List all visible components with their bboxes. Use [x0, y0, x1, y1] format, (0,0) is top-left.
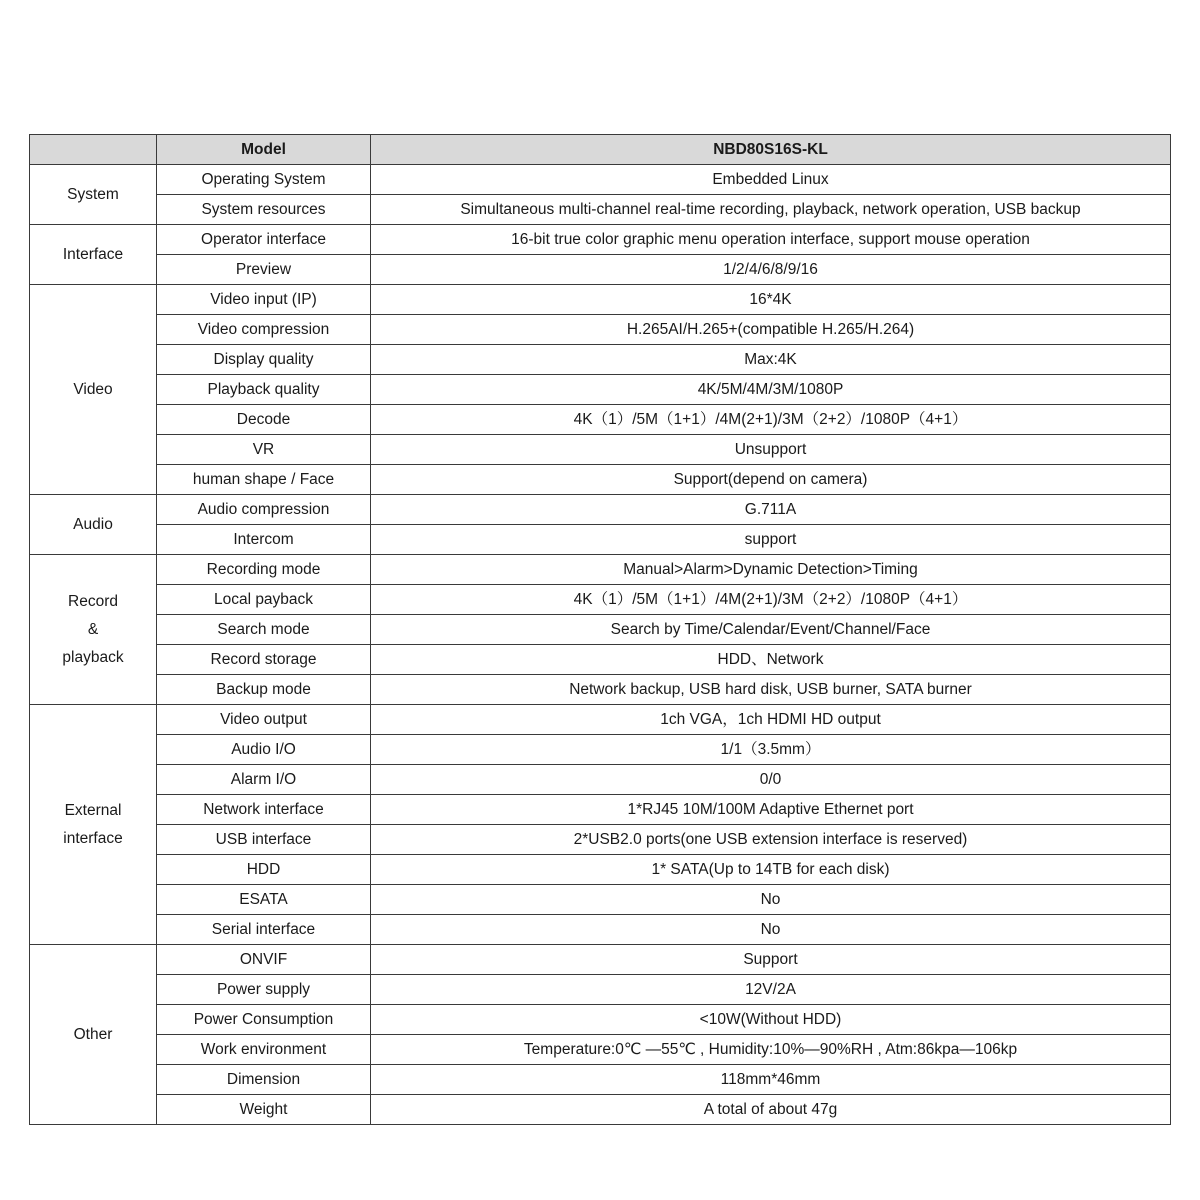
spec-value-cell: support — [371, 525, 1171, 555]
table-row — [30, 615, 1171, 645]
spec-label-cell: Work environment — [157, 1035, 371, 1065]
group-label-cell: Audio — [30, 495, 157, 555]
spec-value-cell: 118mm*46mm — [371, 1065, 1171, 1095]
group-label-cell: Other — [30, 945, 157, 1125]
spec-value-cell: Unsupport — [371, 435, 1171, 465]
table-row — [30, 1005, 1171, 1035]
group-label-cell: Interface — [30, 225, 157, 285]
spec-label-cell: Decode — [157, 405, 371, 435]
table-row — [30, 915, 1171, 945]
table-row — [30, 705, 1171, 735]
spec-value-cell: Simultaneous multi-channel real-time recording, playback, network operation, USB backup — [371, 195, 1171, 225]
table-row — [30, 525, 1171, 555]
spec-value-cell: 1* SATA(Up to 14TB for each disk) — [371, 855, 1171, 885]
table-row — [30, 405, 1171, 435]
table-row — [30, 465, 1171, 495]
spec-label-cell: HDD — [157, 855, 371, 885]
group-label-cell: External interface — [30, 705, 157, 945]
table-row — [30, 1035, 1171, 1065]
spec-value-cell: 0/0 — [371, 765, 1171, 795]
spec-value-cell: 1*RJ45 10M/100M Adaptive Ethernet port — [371, 795, 1171, 825]
spec-value-cell: G.711A — [371, 495, 1171, 525]
table-row — [30, 495, 1171, 525]
spec-label-cell: Video compression — [157, 315, 371, 345]
spec-value-cell: No — [371, 915, 1171, 945]
table-row — [30, 165, 1171, 195]
spec-value-cell: Embedded Linux — [371, 165, 1171, 195]
table-row — [30, 945, 1171, 975]
table-row — [30, 555, 1171, 585]
spec-value-cell: Search by Time/Calendar/Event/Channel/Face — [371, 615, 1171, 645]
spec-value-cell: 4K（1）/5M（1+1）/4M(2+1)/3M（2+2）/1080P（4+1） — [371, 585, 1171, 615]
table-row — [30, 675, 1171, 705]
spec-label-cell: Network interface — [157, 795, 371, 825]
table-row — [30, 375, 1171, 405]
spec-value-cell: 12V/2A — [371, 975, 1171, 1005]
spec-value-cell: 4K/5M/4M/3M/1080P — [371, 375, 1171, 405]
table-row — [30, 1065, 1171, 1095]
spec-value-cell: Network backup, USB hard disk, USB burner, SATA burner — [371, 675, 1171, 705]
spec-table-body — [30, 135, 1171, 1125]
spec-label-cell: Preview — [157, 255, 371, 285]
spec-label-cell: Power supply — [157, 975, 371, 1005]
group-label-cell: System — [30, 165, 157, 225]
header-label-cell: Model — [157, 135, 371, 165]
spec-label-cell: Operator interface — [157, 225, 371, 255]
table-row — [30, 885, 1171, 915]
spec-value-cell: 16*4K — [371, 285, 1171, 315]
spec-label-cell: Intercom — [157, 525, 371, 555]
spec-value-cell: 1ch VGA，1ch HDMI HD output — [371, 705, 1171, 735]
spec-label-cell: ONVIF — [157, 945, 371, 975]
spec-label-cell: Backup mode — [157, 675, 371, 705]
spec-label-cell: Audio I/O — [157, 735, 371, 765]
spec-value-cell: Max:4K — [371, 345, 1171, 375]
table-row — [30, 225, 1171, 255]
spec-label-cell: Record storage — [157, 645, 371, 675]
spec-label-cell: Operating System — [157, 165, 371, 195]
spec-value-cell: <10W(Without HDD) — [371, 1005, 1171, 1035]
spec-value-cell: 4K（1）/5M（1+1）/4M(2+1)/3M（2+2）/1080P（4+1） — [371, 405, 1171, 435]
spec-value-cell: H.265AI/H.265+(compatible H.265/H.264) — [371, 315, 1171, 345]
table-row — [30, 825, 1171, 855]
table-row — [30, 195, 1171, 225]
spec-label-cell: Alarm I/O — [157, 765, 371, 795]
spec-label-cell: Playback quality — [157, 375, 371, 405]
header-group-cell — [30, 135, 157, 165]
spec-value-cell: HDD、Network — [371, 645, 1171, 675]
table-row — [30, 645, 1171, 675]
spec-label-cell: Audio compression — [157, 495, 371, 525]
spec-label-cell: Video input (IP) — [157, 285, 371, 315]
spec-label-cell: Display quality — [157, 345, 371, 375]
spec-value-cell: 1/2/4/6/8/9/16 — [371, 255, 1171, 285]
spec-label-cell: human shape / Face — [157, 465, 371, 495]
table-row — [30, 285, 1171, 315]
spec-label-cell: Video output — [157, 705, 371, 735]
spec-label-cell: Recording mode — [157, 555, 371, 585]
spec-value-cell: 2*USB2.0 ports(one USB extension interface is reserved) — [371, 825, 1171, 855]
group-label-cell: Record & playback — [30, 555, 157, 705]
table-row — [30, 315, 1171, 345]
table-row — [30, 255, 1171, 285]
spec-table — [29, 134, 1171, 1125]
table-row — [30, 765, 1171, 795]
spec-value-cell: Support — [371, 945, 1171, 975]
header-model-cell: NBD80S16S-KL — [371, 135, 1171, 165]
table-row — [30, 1095, 1171, 1125]
spec-value-cell: 1/1（3.5mm） — [371, 735, 1171, 765]
table-row — [30, 855, 1171, 885]
spec-label-cell: Dimension — [157, 1065, 371, 1095]
table-row — [30, 435, 1171, 465]
table-row — [30, 975, 1171, 1005]
table-row — [30, 795, 1171, 825]
spec-label-cell: System resources — [157, 195, 371, 225]
spec-label-cell: Weight — [157, 1095, 371, 1125]
spec-value-cell: A total of about 47g — [371, 1095, 1171, 1125]
spec-value-cell: No — [371, 885, 1171, 915]
table-row — [30, 585, 1171, 615]
spec-label-cell: Local payback — [157, 585, 371, 615]
spec-value-cell: Support(depend on camera) — [371, 465, 1171, 495]
group-label-cell: Video — [30, 285, 157, 495]
spec-label-cell: Power Consumption — [157, 1005, 371, 1035]
spec-label-cell: USB interface — [157, 825, 371, 855]
table-row — [30, 735, 1171, 765]
spec-label-cell: ESATA — [157, 885, 371, 915]
spec-value-cell: Temperature:0℃ —55℃ , Humidity:10%—90%RH , Atm:86kpa—106kp — [371, 1035, 1171, 1065]
table-header-row — [30, 135, 1171, 165]
table-row — [30, 345, 1171, 375]
spec-label-cell: Search mode — [157, 615, 371, 645]
spec-label-cell: Serial interface — [157, 915, 371, 945]
spec-value-cell: Manual>Alarm>Dynamic Detection>Timing — [371, 555, 1171, 585]
spec-value-cell: 16-bit true color graphic menu operation interface, support mouse operation — [371, 225, 1171, 255]
spec-label-cell: VR — [157, 435, 371, 465]
